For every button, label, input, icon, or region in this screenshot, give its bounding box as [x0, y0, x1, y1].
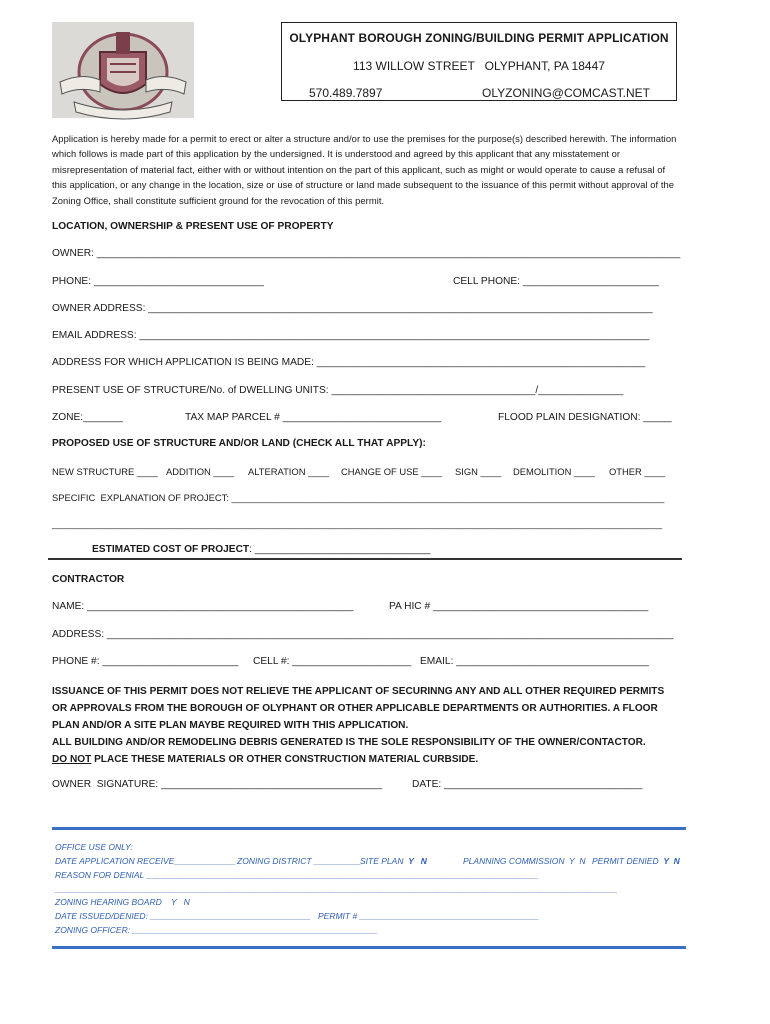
section-divider — [48, 558, 682, 560]
notice-line-2: OR APPROVALS FROM THE BOROUGH OF OLYPHANT OR OTHER APPLICABLE DEPARTMENTS OR AUTHORITIES. A FLOOR — [52, 703, 658, 714]
contractor-email-field[interactable]: EMAIL: __________________________________ — [420, 656, 649, 667]
contractor-cell-field[interactable]: CELL #: _____________________ — [253, 656, 412, 667]
notice-line-5 — [52, 751, 692, 768]
option-change-of-use[interactable]: CHANGE OF USE ____ — [341, 466, 443, 477]
option-alteration[interactable]: ALTERATION ____ — [248, 466, 329, 477]
intro-paragraph: Application is hereby made for a permit to erect or alter a structure and/or to use the premises for the purpose(s) described herewith. The information which follows is made part of this application by the undersigned. It is understood and agreed by this applicant that any misstatement or misrepresentation of material fact, either with or without intention on the part of this applicant, such as might or would operate to cause a refusal of this application, or any change in the location, size or use of structure or land made subsequent to the issuance of this permit without approval of the Zoning Office, shall constitute sufficient ground for the revocation of this permit. — [52, 133, 677, 206]
zoning-district-field[interactable]: ZONING DISTRICT __________ — [237, 856, 362, 866]
pa-hic-field[interactable]: PA HIC # ______________________________________ — [389, 601, 649, 612]
zone-field[interactable]: ZONE:_______ — [52, 412, 123, 423]
notice-line-5-rest: PLACE THESE MATERIALS OR OTHER CONSTRUCTION MATERIAL CURBSIDE. — [91, 754, 479, 765]
project-explanation-field[interactable]: SPECIFIC EXPLANATION OF PROJECT: ___________________________________________________________________________________ — [52, 492, 665, 503]
zoning-hearing-board-field[interactable]: ZONING HEARING BOARD Y N — [55, 897, 190, 907]
tax-map-field[interactable]: TAX MAP PARCEL # ____________________________ — [185, 412, 442, 423]
project-explanation-line2[interactable]: _____________________________________________________________________________________________________________________ — [52, 518, 663, 529]
office-address: 113 WILLOW STREET OLYPHANT, PA 18447 — [353, 59, 605, 73]
phone-field[interactable]: PHONE: ______________________________ — [52, 276, 264, 287]
planning-commission-field[interactable]: PLANNING COMMISSION Y N — [463, 856, 586, 866]
date-issued-field[interactable]: DATE ISSUED/DENIED: __________________________________ — [55, 911, 311, 921]
contractor-name-field[interactable]: NAME: _______________________________________________ — [52, 601, 354, 612]
borough-seal-logo — [52, 22, 194, 118]
cell-phone-field[interactable]: CELL PHONE: ________________________ — [453, 276, 659, 287]
do-not-emphasis: DO NOT — [52, 754, 92, 765]
location-heading: LOCATION, OWNERSHIP & PRESENT USE OF PROPERTY — [52, 221, 334, 232]
email-address-field[interactable]: EMAIL ADDRESS: __________________________________________________________________________________________ — [52, 330, 650, 341]
option-demolition[interactable]: DEMOLITION ____ — [513, 466, 595, 477]
option-new-structure[interactable]: NEW STRUCTURE ____ — [52, 466, 158, 477]
permit-number-field[interactable]: PERMIT # ______________________________________ — [318, 911, 540, 921]
estimated-cost-label: ESTIMATED COST OF PROJECT — [92, 544, 250, 555]
notice-line-4: ALL BUILDING AND/OR REMODELING DEBRIS GENERATED IS THE SOLE RESPONSIBILITY OF THE OWNER/CONTACTOR. — [52, 737, 646, 748]
present-use-field[interactable]: PRESENT USE OF STRUCTURE/No. of DWELLING UNITS: ____________________________________/_______________ — [52, 385, 624, 396]
owner-signature-field[interactable]: OWNER SIGNATURE: _______________________________________ — [52, 779, 383, 790]
option-other[interactable]: OTHER ____ — [609, 466, 666, 477]
office-heading: OFFICE USE ONLY: — [55, 842, 133, 852]
form-title: OLYPHANT BOROUGH ZONING/BUILDING PERMIT APPLICATION — [289, 31, 669, 45]
option-addition[interactable]: ADDITION ____ — [166, 466, 235, 477]
date-received-field[interactable]: DATE APPLICATION RECEIVE_____________ — [55, 856, 236, 866]
option-sign[interactable]: SIGN ____ — [455, 466, 502, 477]
permit-notice — [52, 683, 692, 768]
notice-line-1: ISSUANCE OF THIS PERMIT DOES NOT RELIEVE THE APPLICANT OF SECURINNG ANY AND ALL OTHER REQUIRED PERMITS — [52, 686, 665, 697]
site-plan-label: SITE PLAN — [360, 856, 404, 866]
permit-denied-label: PERMIT DENIED — [592, 856, 659, 866]
office-phone: 570.489.7897 — [309, 86, 383, 100]
site-plan-yn: Y N — [408, 856, 427, 866]
permit-denied-field[interactable] — [592, 856, 680, 866]
reason-for-denial-field[interactable]: REASON FOR DENIAL ___________________________________________________________________________________ — [55, 870, 539, 880]
office-top-rule — [52, 827, 686, 830]
application-address-field[interactable]: ADDRESS FOR WHICH APPLICATION IS BEING MADE: __________________________________________________________ — [52, 357, 646, 368]
zoning-officer-field[interactable]: ZONING OFFICER: ____________________________________________________ — [55, 925, 379, 935]
signature-date-field[interactable]: DATE: ___________________________________ — [412, 779, 643, 790]
owner-address-field[interactable]: OWNER ADDRESS: _________________________________________________________________________________________ — [52, 303, 653, 314]
office-email: OLYZONING@COMCAST.NET — [482, 86, 650, 100]
notice-line-3: PLAN AND/OR A SITE PLAN MAYBE REQUIRED WITH THIS APPLICATION. — [52, 720, 409, 731]
contractor-heading: CONTRACTOR — [52, 574, 125, 585]
contractor-address-field[interactable]: ADDRESS: ____________________________________________________________________________________________________ — [52, 629, 674, 640]
estimated-cost-blank: : _______________________________ — [249, 544, 431, 555]
office-bottom-rule — [52, 946, 686, 949]
permit-denied-yn: Y N — [663, 856, 680, 866]
owner-field[interactable]: OWNER: _______________________________________________________________________________________________________ — [52, 248, 681, 259]
estimated-cost-field[interactable] — [92, 544, 430, 555]
flood-plain-field[interactable]: FLOOD PLAIN DESIGNATION: _____ — [498, 412, 672, 423]
contractor-phone-field[interactable]: PHONE #: ________________________ — [52, 656, 239, 667]
site-plan-field[interactable] — [360, 856, 427, 866]
reason-line2[interactable]: _______________________________________________________________________________________________________________________ — [55, 884, 618, 894]
proposed-heading: PROPOSED USE OF STRUCTURE AND/OR LAND (CHECK ALL THAT APPLY): — [52, 438, 426, 449]
